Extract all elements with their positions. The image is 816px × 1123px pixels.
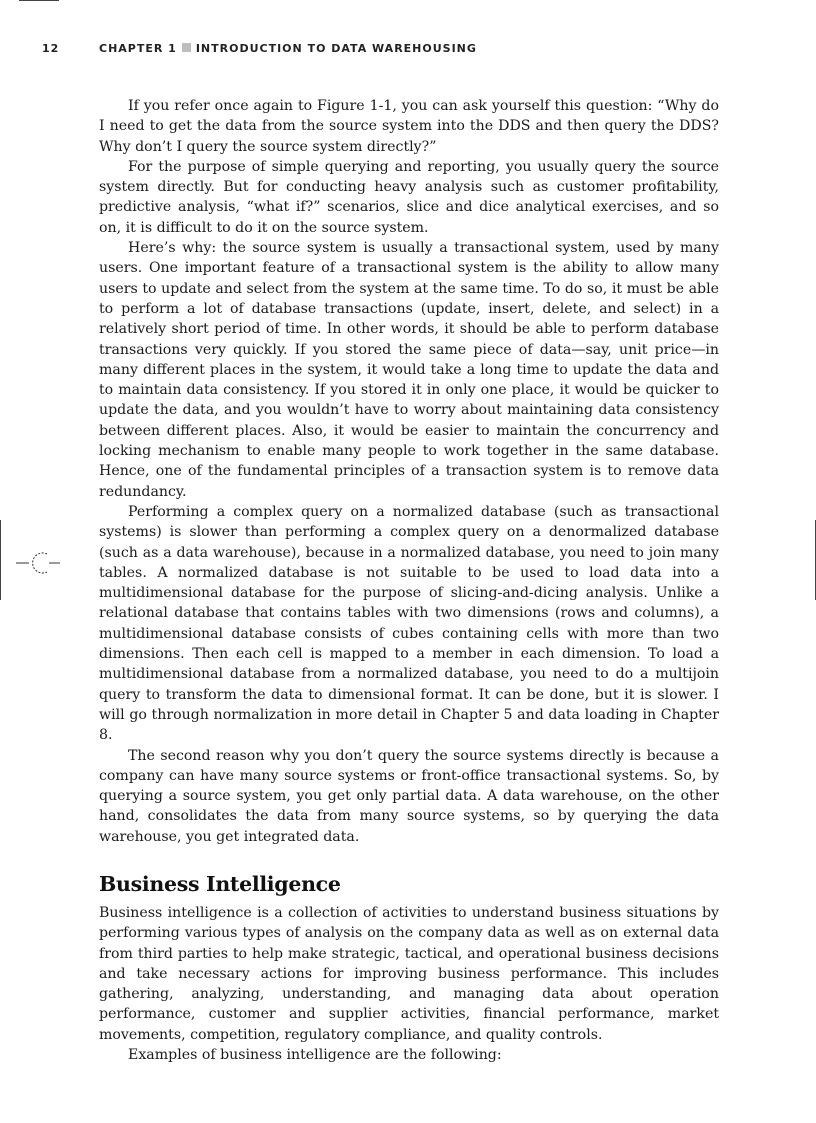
paragraph-second-reason: The second reason why you don’t query the source systems directly is because a company can have many source systems or front-office transactional systems. So, by querying a source system, you get only partial data. A data warehouse, on the other hand, consolidates the data from many source systems, so by querying the data warehouse, you get integrated data. [99,747,719,845]
chapter-label [99,42,477,55]
paragraph-transactional-system: Here’s why: the source system is usually a transactional system, used by many users. One important feature of a transactional system is the ability to allow many users to update and select from the system at the same time. To do so, it must be able to perform a lot of database transactions (update, insert, delete, and select) in a relatively short period of time. In other words, it should be able to perform database transactions very quickly. If you stored the same piece of data—say, unit price—in many different places in the system, it would take a long time to update the data and to maintain data consistency. If you stored it in only one place, it would be quicker to update the data, and you wouldn’t have to worry about maintaining data consistency between different places. Also, it would be easier to maintain the concurrency and locking mechanism to enable many people to work together in the same database. Hence, one of the fundamental principles of a transaction system is to remove data redundancy. [99,240,719,500]
page-body [99,96,719,1065]
separator-square-icon [182,43,191,52]
registration-mark-icon [16,548,60,578]
paragraph-normalized-database: Performing a complex query on a normalized database (such as transactional systems) is slower than performing a complex query on a denormalized database (such as a data warehouse), because in a normalized database, you need to join many tables. A normalized database is not suitable to be used to load data into a multidimensional database for the purpose of slicing-and-dicing analysis. Unlike a relational database that contains tables with two dimensions (rows and columns), a multidimensional database consists of cubes containing cells with more than two dimensions. Then each cell is mapped to a member in each dimension. To load a multidimensional database from a normalized database, you need to do a multijoin query to transform the data to dimensional format. It can be done, but it is slower. I will go through normalization in more detail in Chapter 5 and data loading in Chapter 8. [99,503,719,744]
paragraph-bi-definition: Business intelligence is a collection of activities to understand business situations by performing various types of analysis on the company data as well as on external data from third parties to help make strategic, tactical, and operational business decisions and take necessary actions for improving business performance. This includes gathering, analyzing, understanding, and managing data about operation performance, customer and supplier activities, financial performance, market movements, competition, regulatory compliance, and quality controls. [99,904,719,1043]
paragraph-figure-question: If you refer once again to Figure 1-1, you can ask yourself this question: “Why do I need to get the data from the source system into the DDS and then query the DDS? Why don’t I query the source system directly?” [99,98,719,155]
chapter-title: INTRODUCTION TO DATA WAREHOUSING [195,42,477,55]
paragraph-simple-querying: For the purpose of simple querying and reporting, you usually query the source system directly. But for conducting heavy analysis such as customer profitability, predictive analysis, “what if?” scenarios, slice and dice analytical exercises, and so on, it is difficult to do it on the source system. [99,158,719,236]
running-head [42,42,762,60]
crop-mark-top [19,0,59,1]
chapter-number: CHAPTER 1 [99,42,177,55]
section-heading: Business Intelligence [99,871,341,896]
crop-mark-left [0,520,1,600]
page-number: 12 [42,42,60,55]
paragraph-bi-examples-lead: Examples of business intelligence are the following: [128,1047,502,1064]
